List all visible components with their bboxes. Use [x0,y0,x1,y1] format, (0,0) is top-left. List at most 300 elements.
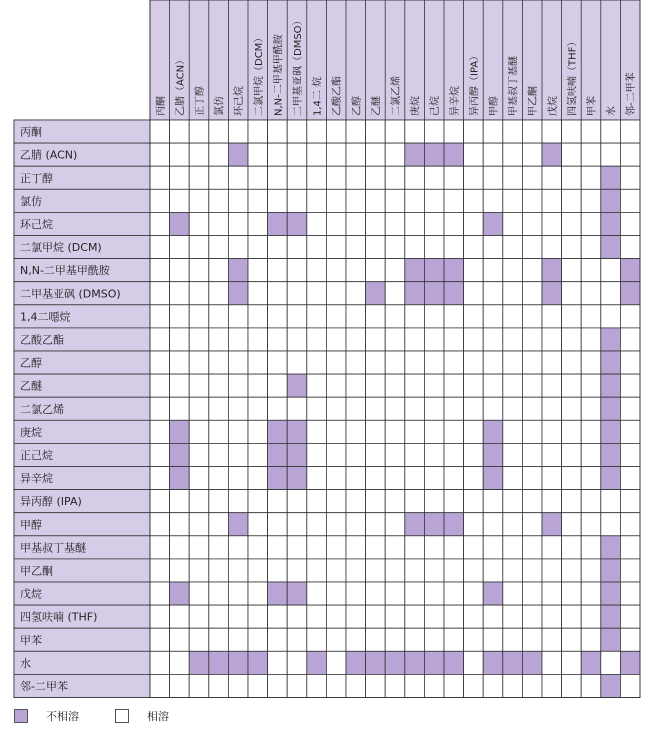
cell-miscible [464,374,484,397]
cell-miscible [620,374,640,397]
cell-miscible [326,651,346,674]
cell-miscible [483,374,503,397]
cell-immiscible [287,420,307,443]
row-label: 环己烷 [20,217,53,231]
cell-miscible [366,259,386,282]
cell-miscible [424,305,444,328]
cell-miscible [444,420,464,443]
cell-miscible [522,328,542,351]
cell-miscible [562,605,582,628]
cell-miscible [268,674,288,697]
cell-miscible [522,120,542,143]
cell-miscible [385,212,405,235]
cell-immiscible [601,351,621,374]
cell-immiscible [601,212,621,235]
cell-miscible [405,674,425,697]
cell-miscible [209,189,229,212]
cell-miscible [444,212,464,235]
cell-miscible [209,212,229,235]
cell-miscible [268,513,288,536]
cell-immiscible [170,467,190,490]
cell-miscible [503,259,523,282]
cell-miscible [189,420,209,443]
cell-miscible [248,236,268,259]
cell-miscible [228,305,248,328]
cell-miscible [228,374,248,397]
cell-immiscible [601,236,621,259]
cell-immiscible [601,605,621,628]
cell-miscible [424,536,444,559]
cell-immiscible [601,166,621,189]
cell-miscible [268,490,288,513]
cell-immiscible [601,582,621,605]
cell-miscible [189,674,209,697]
cell-miscible [307,143,327,166]
cell-miscible [307,166,327,189]
cell-miscible [150,166,170,189]
cell-miscible [346,490,366,513]
cell-miscible [581,282,601,305]
cell-miscible [522,166,542,189]
cell-miscible [522,467,542,490]
cell-miscible [150,374,170,397]
cell-miscible [326,605,346,628]
cell-miscible [581,212,601,235]
cell-miscible [405,351,425,374]
cell-miscible [326,559,346,582]
cell-miscible [150,189,170,212]
cell-miscible [503,674,523,697]
cell-miscible [620,328,640,351]
cell-miscible [542,374,562,397]
column-label: 二氯甲烷（DCM） [253,32,265,116]
cell-immiscible [444,259,464,282]
cell-miscible [366,559,386,582]
cell-miscible [209,674,229,697]
cell-miscible [189,513,209,536]
cell-miscible [542,605,562,628]
cell-miscible [307,490,327,513]
cell-miscible [326,236,346,259]
cell-miscible [189,351,209,374]
cell-miscible [522,236,542,259]
cell-miscible [346,212,366,235]
cell-miscible [424,166,444,189]
cell-miscible [405,582,425,605]
cell-miscible [248,212,268,235]
cell-miscible [503,374,523,397]
cell-miscible [385,351,405,374]
cell-miscible [581,674,601,697]
cell-miscible [483,397,503,420]
cell-miscible [503,513,523,536]
cell-miscible [268,651,288,674]
cell-miscible [444,628,464,651]
cell-miscible [385,467,405,490]
cell-miscible [405,490,425,513]
cell-miscible [170,513,190,536]
cell-miscible [307,605,327,628]
cell-miscible [464,120,484,143]
cell-miscible [150,420,170,443]
cell-miscible [385,143,405,166]
column-label: 正丁醇 [195,86,206,116]
row-label: 水 [20,656,31,670]
cell-miscible [503,351,523,374]
cell-miscible [464,628,484,651]
cell-miscible [620,212,640,235]
cell-immiscible [483,443,503,466]
cell-miscible [268,559,288,582]
cell-miscible [307,212,327,235]
cell-miscible [581,143,601,166]
cell-miscible [346,236,366,259]
cell-miscible [444,236,464,259]
cell-miscible [307,259,327,282]
cell-miscible [209,305,229,328]
cell-miscible [346,120,366,143]
cell-miscible [326,189,346,212]
cell-miscible [189,443,209,466]
cell-immiscible [424,513,444,536]
cell-miscible [542,351,562,374]
cell-miscible [366,305,386,328]
cell-immiscible [405,282,425,305]
cell-miscible [581,628,601,651]
cell-miscible [228,397,248,420]
cell-miscible [444,374,464,397]
cell-miscible [346,582,366,605]
cell-miscible [444,166,464,189]
cell-immiscible [170,443,190,466]
cell-miscible [385,628,405,651]
cell-miscible [366,143,386,166]
cell-miscible [366,490,386,513]
cell-miscible [562,374,582,397]
cell-immiscible [542,259,562,282]
cell-miscible [464,443,484,466]
cell-immiscible [424,259,444,282]
cell-miscible [346,605,366,628]
cell-miscible [170,605,190,628]
cell-miscible [189,490,209,513]
cell-miscible [542,420,562,443]
cell-miscible [326,374,346,397]
cell-miscible [601,143,621,166]
cell-miscible [464,605,484,628]
cell-miscible [209,467,229,490]
cell-miscible [366,212,386,235]
cell-miscible [620,674,640,697]
cell-miscible [562,143,582,166]
cell-miscible [483,674,503,697]
cell-miscible [326,328,346,351]
cell-miscible [562,212,582,235]
cell-miscible [150,120,170,143]
column-label: 1,4二 烷 [312,76,324,116]
cell-miscible [150,582,170,605]
cell-miscible [542,212,562,235]
cell-miscible [522,374,542,397]
cell-miscible [464,282,484,305]
cell-miscible [542,467,562,490]
column-label: 庚烷 [410,96,422,116]
cell-miscible [287,605,307,628]
cell-miscible [228,467,248,490]
cell-miscible [366,467,386,490]
cell-miscible [366,513,386,536]
cell-miscible [228,674,248,697]
cell-miscible [424,397,444,420]
legend-label-miscible: 相溶 [147,710,169,723]
cell-miscible [620,143,640,166]
cell-miscible [209,282,229,305]
row-label: 正丁醇 [20,171,53,185]
cell-miscible [307,236,327,259]
row-header-cell [14,651,150,674]
cell-miscible [170,374,190,397]
cell-miscible [424,374,444,397]
cell-miscible [522,536,542,559]
cell-miscible [307,513,327,536]
cell-immiscible [620,651,640,674]
cell-miscible [483,282,503,305]
cell-immiscible [189,651,209,674]
cell-miscible [268,120,288,143]
row-label: 丙酮 [20,125,42,139]
cell-miscible [248,513,268,536]
cell-miscible [287,259,307,282]
cell-miscible [562,282,582,305]
cell-miscible [601,120,621,143]
cell-miscible [248,166,268,189]
cell-miscible [150,651,170,674]
cell-miscible [170,351,190,374]
cell-miscible [170,189,190,212]
cell-miscible [189,397,209,420]
column-label: 二甲基亚砜（DMSO） [293,15,304,116]
cell-miscible [464,582,484,605]
cell-miscible [385,120,405,143]
cell-immiscible [542,513,562,536]
cell-miscible [444,536,464,559]
column-label: 氯仿 [214,96,226,116]
cell-miscible [287,513,307,536]
cell-miscible [287,628,307,651]
cell-miscible [620,628,640,651]
cell-immiscible [620,259,640,282]
cell-miscible [248,143,268,166]
cell-miscible [562,420,582,443]
cell-miscible [326,536,346,559]
cell-miscible [424,236,444,259]
row-label: 二甲基亚砜 (DMSO) [20,287,121,301]
column-label: 乙醚 [371,96,383,116]
cell-miscible [248,305,268,328]
column-label: 水 [606,106,618,116]
cell-immiscible [483,212,503,235]
row-label: 乙醚 [20,379,42,393]
cell-miscible [209,120,229,143]
cell-miscible [620,351,640,374]
cell-miscible [326,513,346,536]
cell-miscible [326,420,346,443]
cell-miscible [248,467,268,490]
cell-miscible [287,120,307,143]
cell-immiscible [542,143,562,166]
cell-miscible [150,212,170,235]
cell-miscible [268,143,288,166]
column-label: 甲醇 [489,96,500,116]
cell-immiscible [170,582,190,605]
row-label: 乙酸乙酯 [20,333,64,347]
cell-immiscible [483,651,503,674]
cell-miscible [209,628,229,651]
cell-immiscible [287,582,307,605]
cell-miscible [268,628,288,651]
cell-miscible [620,120,640,143]
cell-immiscible [601,628,621,651]
cell-miscible [150,536,170,559]
cell-miscible [209,420,229,443]
cell-immiscible [287,443,307,466]
row-label: 乙腈 (ACN) [20,148,78,162]
cell-miscible [248,282,268,305]
row-label: 庚烷 [20,425,42,439]
cell-miscible [209,513,229,536]
cell-miscible [483,166,503,189]
cell-miscible [503,490,523,513]
cell-miscible [620,536,640,559]
cell-miscible [522,582,542,605]
cell-miscible [444,120,464,143]
row-label: 异辛烷 [20,472,53,486]
cell-immiscible [228,651,248,674]
cell-miscible [405,536,425,559]
cell-miscible [366,536,386,559]
cell-miscible [189,236,209,259]
cell-miscible [189,259,209,282]
cell-miscible [405,212,425,235]
cell-miscible [346,328,366,351]
cell-miscible [170,328,190,351]
cell-miscible [503,397,523,420]
cell-miscible [209,605,229,628]
cell-miscible [542,443,562,466]
cell-miscible [268,305,288,328]
cell-miscible [287,674,307,697]
cell-miscible [542,536,562,559]
cell-miscible [522,259,542,282]
cell-miscible [307,420,327,443]
cell-miscible [405,420,425,443]
cell-miscible [326,282,346,305]
cell-miscible [268,236,288,259]
cell-miscible [307,374,327,397]
cell-miscible [424,443,444,466]
column-label: 乙醇 [351,96,363,116]
cell-immiscible [268,420,288,443]
cell-miscible [170,674,190,697]
cell-miscible [346,397,366,420]
cell-miscible [444,467,464,490]
cell-miscible [464,559,484,582]
cell-immiscible [405,651,425,674]
cell-miscible [287,282,307,305]
cell-miscible [287,651,307,674]
legend-swatch-miscible [115,709,129,723]
cell-miscible [287,305,307,328]
cell-miscible [366,374,386,397]
cell-miscible [228,582,248,605]
cell-miscible [366,674,386,697]
column-label: 环己烷 [234,85,246,116]
cell-immiscible [268,443,288,466]
cell-miscible [562,628,582,651]
cell-miscible [248,189,268,212]
cell-miscible [562,397,582,420]
cell-miscible [581,166,601,189]
cell-miscible [366,166,386,189]
cell-miscible [483,605,503,628]
cell-immiscible [228,143,248,166]
cell-miscible [150,467,170,490]
cell-miscible [346,143,366,166]
cell-miscible [346,467,366,490]
cell-miscible [326,467,346,490]
cell-miscible [483,559,503,582]
cell-immiscible [268,582,288,605]
cell-immiscible [483,420,503,443]
cell-immiscible [287,212,307,235]
cell-miscible [542,582,562,605]
cell-miscible [562,166,582,189]
cell-miscible [503,443,523,466]
cell-miscible [326,490,346,513]
cell-miscible [424,582,444,605]
cell-miscible [444,397,464,420]
cell-miscible [522,351,542,374]
cell-immiscible [405,143,425,166]
cell-miscible [170,559,190,582]
cell-miscible [326,305,346,328]
cell-miscible [307,467,327,490]
cell-miscible [483,351,503,374]
cell-miscible [483,120,503,143]
cell-miscible [385,374,405,397]
cell-miscible [189,189,209,212]
cell-miscible [385,559,405,582]
cell-miscible [228,236,248,259]
cell-miscible [366,120,386,143]
cell-miscible [268,259,288,282]
cell-miscible [483,143,503,166]
cell-miscible [209,490,229,513]
cell-miscible [464,351,484,374]
cell-immiscible [483,582,503,605]
cell-miscible [366,189,386,212]
cell-miscible [346,189,366,212]
cell-immiscible [601,467,621,490]
row-label: 二氯乙烯 [20,402,64,416]
cell-miscible [248,605,268,628]
row-label: 戊烷 [20,587,42,601]
cell-immiscible [444,143,464,166]
cell-miscible [307,328,327,351]
cell-miscible [444,559,464,582]
cell-miscible [424,628,444,651]
cell-miscible [464,651,484,674]
